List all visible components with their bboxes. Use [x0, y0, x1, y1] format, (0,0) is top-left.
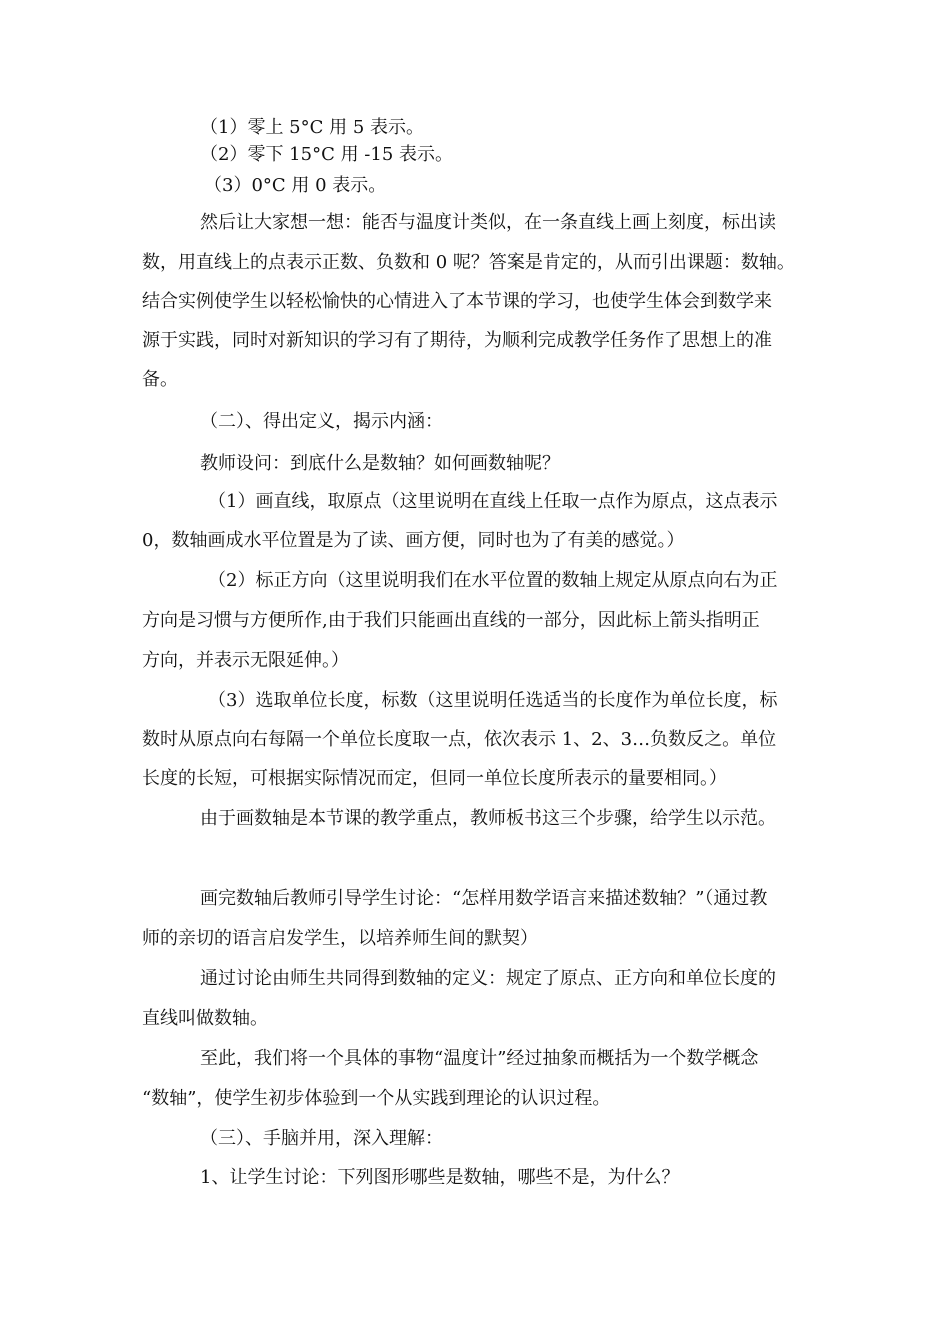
text-line: 直线叫做数轴。 — [142, 1008, 268, 1029]
section-heading: （二）、得出定义，揭示内涵： — [200, 411, 443, 432]
text-line: （2）标正方向（这里说明我们在水平位置的数轴上规定从原点向右为正 — [208, 570, 778, 591]
text-line: 通过讨论由师生共同得到数轴的定义：规定了原点、正方向和单位长度的 — [200, 968, 776, 989]
text-line: （1）画直线，取原点（这里说明在直线上任取一点作为原点，这点表示 — [208, 491, 778, 512]
text-line: 画完数轴后教师引导学生讨论：“怎样用数学语言来描述数轴？”（通过教 — [200, 888, 768, 909]
text-line: 数，用直线上的点表示正数、负数和 0 呢？答案是肯定的，从而引出课题：数轴。 — [142, 252, 795, 273]
section-heading: （三）、手脑并用，深入理解： — [200, 1128, 443, 1149]
text-line: 数时从原点向右每隔一个单位长度取一点，依次表示 1、2、3…负数反之。单位 — [142, 729, 777, 750]
text-line: 0，数轴画成水平位置是为了读、画方便，同时也为了有美的感觉。） — [142, 530, 685, 551]
text-line: 源于实践，同时对新知识的学习有了期待，为顺利完成教学任务作了思想上的准 — [142, 330, 772, 351]
text-line: 结合实例使学生以轻松愉快的心情进入了本节课的学习，也使学生体会到数学来 — [142, 291, 772, 312]
text-line: （3）0°C 用 0 表示。 — [204, 175, 387, 196]
text-line: （1）零上 5°C 用 5 表示。 — [200, 117, 425, 138]
text-line: 然后让大家想一想：能否与温度计类似，在一条直线上画上刻度，标出读 — [200, 212, 776, 233]
text-line: 师的亲切的语言启发学生，以培养师生间的默契） — [142, 928, 538, 949]
text-line: 至此，我们将一个具体的事物“温度计”经过抽象而概括为一个数学概念 — [200, 1048, 759, 1069]
text-line: （2）零下 15°C 用 -15 表示。 — [200, 144, 454, 165]
text-line: 由于画数轴是本节课的教学重点，教师板书这三个步骤，给学生以示范。 — [200, 808, 776, 829]
text-line: 1、让学生讨论：下列图形哪些是数轴，哪些不是，为什么？ — [200, 1167, 680, 1188]
text-line: 教师设问：到底什么是数轴？如何画数轴呢？ — [200, 453, 560, 474]
text-line: 长度的长短，可根据实际情况而定，但同一单位长度所表示的量要相同。） — [142, 768, 727, 789]
text-line: 备。 — [142, 369, 178, 390]
text-line: 方向，并表示无限延伸。） — [142, 650, 349, 671]
text-line: 方向是习惯与方便所作,由于我们只能画出直线的一部分，因此标上箭头指明正 — [142, 610, 760, 631]
text-line: “数轴”，使学生初步体验到一个从实践到理论的认识过程。 — [142, 1088, 611, 1109]
text-line: （3）选取单位长度，标数（这里说明任选适当的长度作为单位长度，标 — [208, 690, 778, 711]
